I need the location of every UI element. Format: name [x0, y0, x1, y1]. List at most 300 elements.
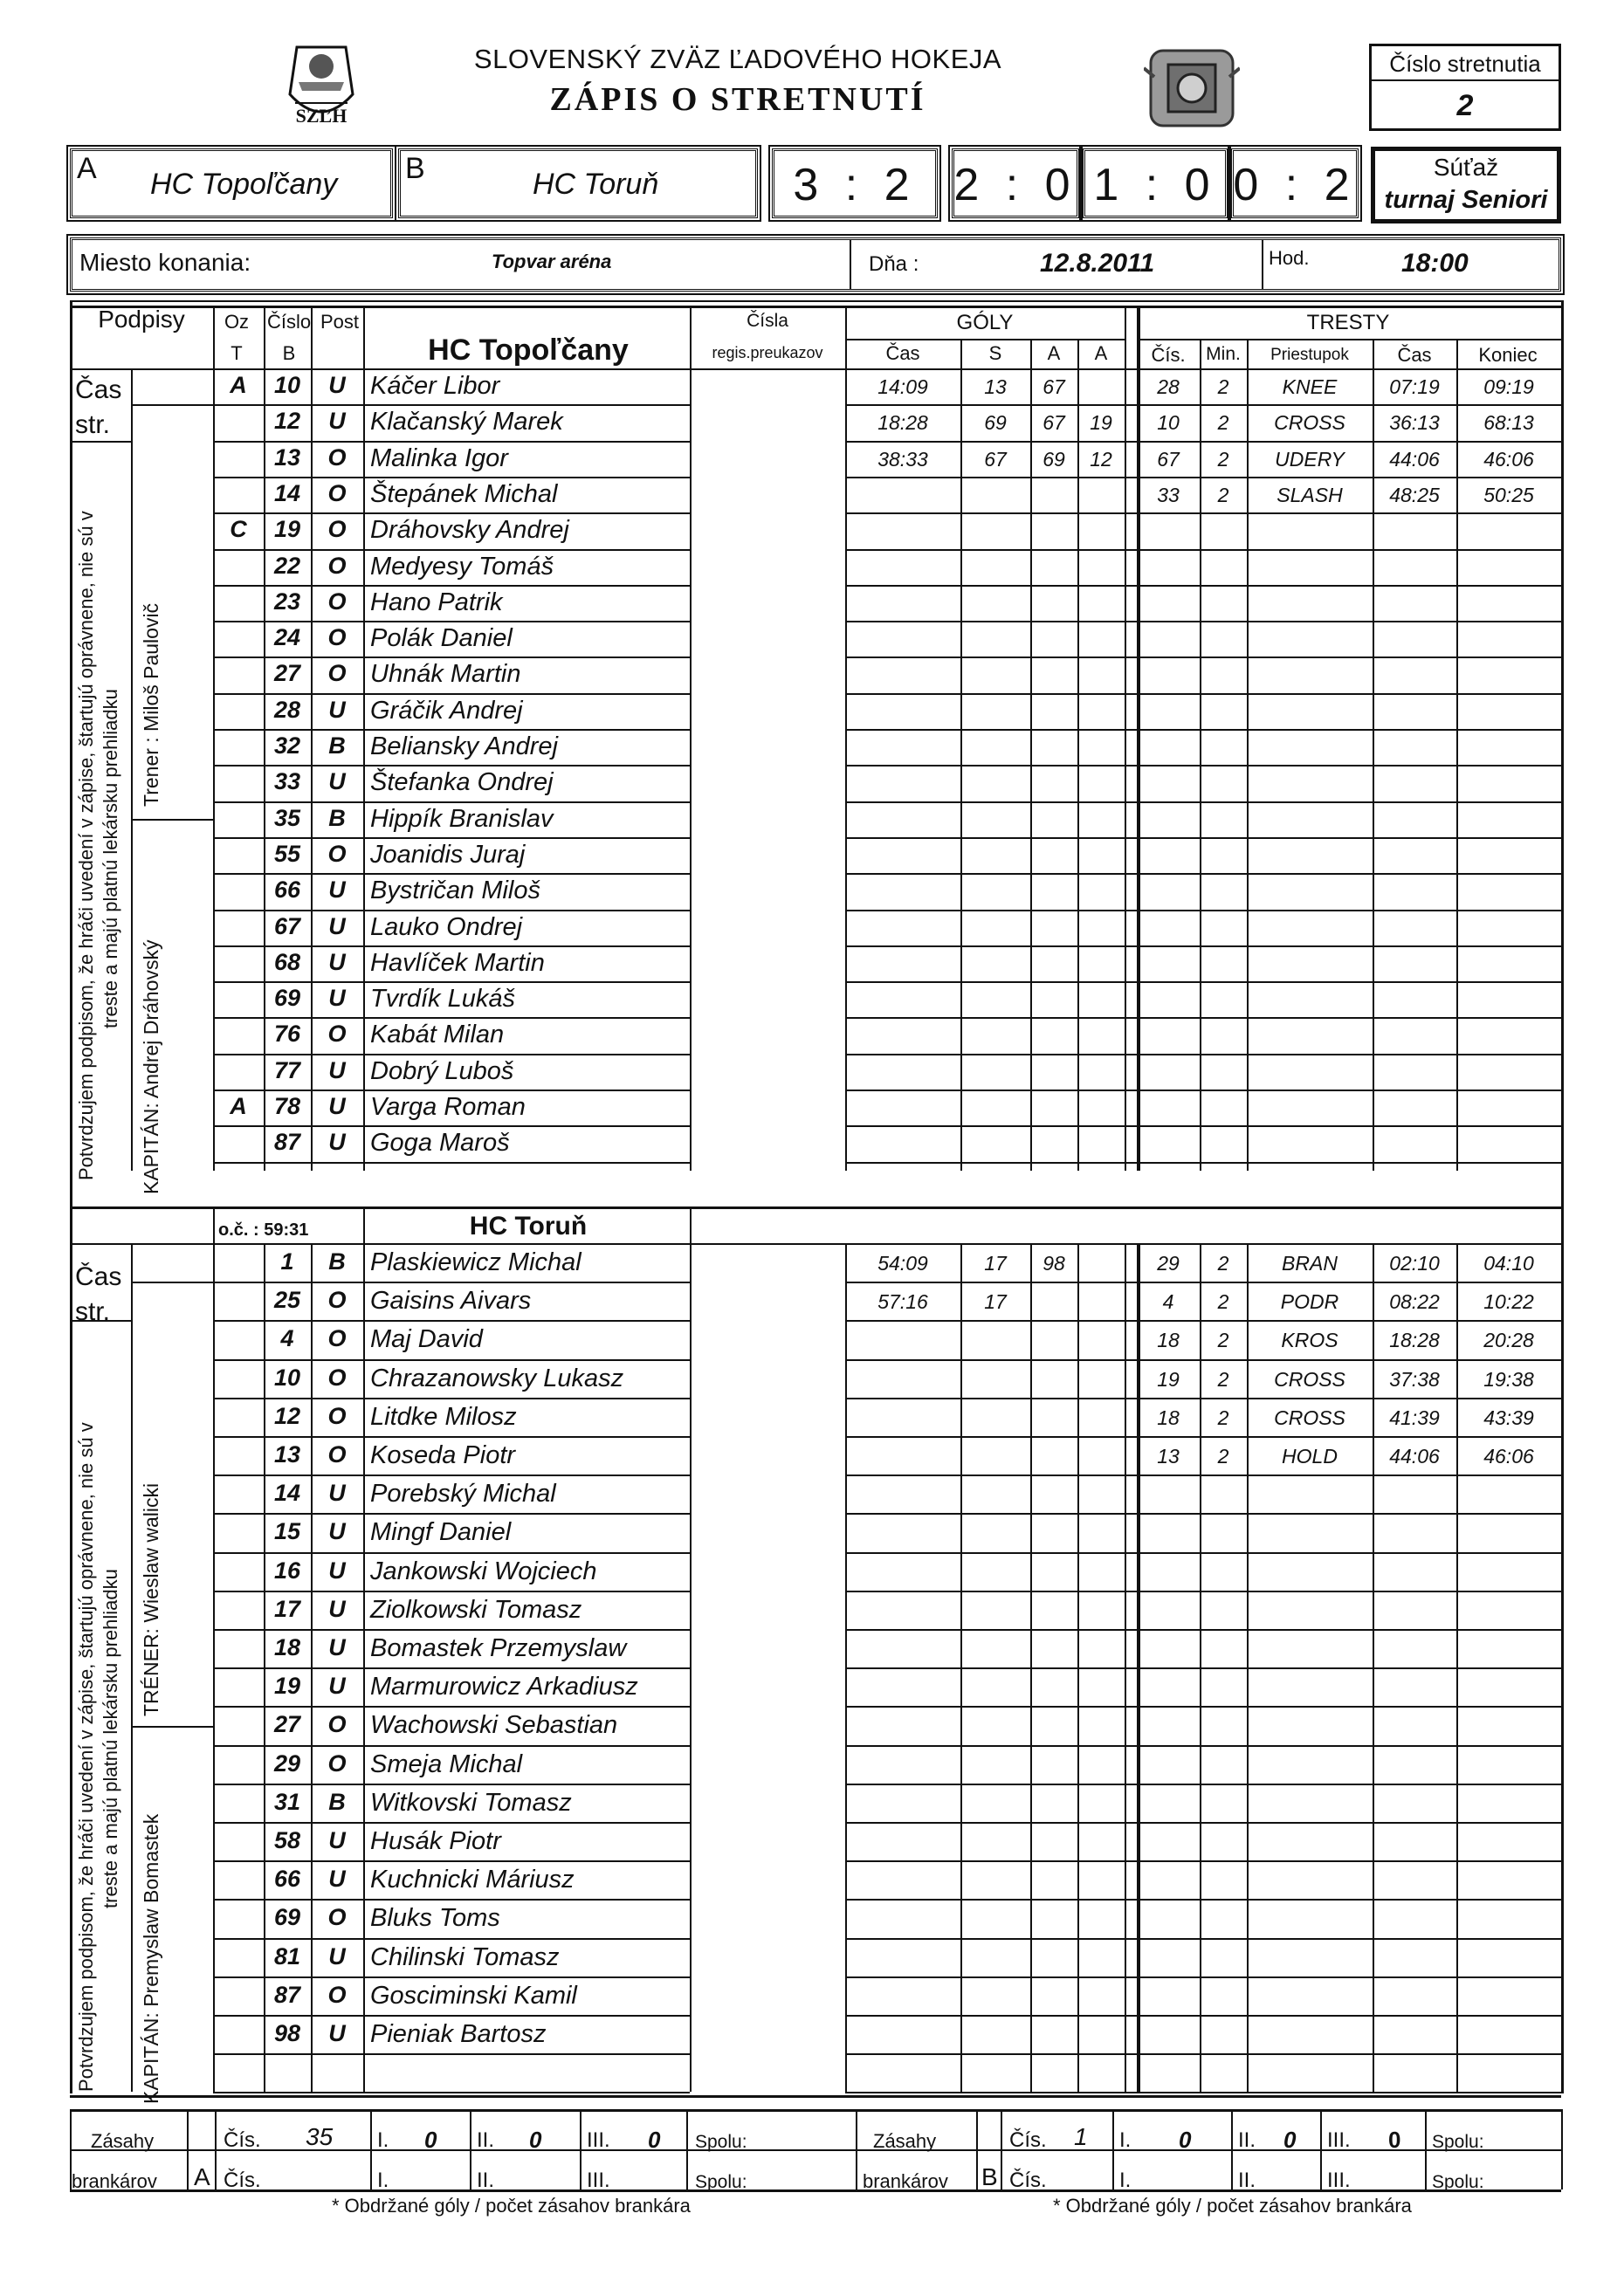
team-a-row-line — [213, 512, 690, 514]
saves-col — [1425, 2109, 1427, 2189]
saves-col — [686, 2109, 688, 2189]
saves-top — [70, 2109, 1561, 2112]
team-b-row-line-right — [845, 1591, 1561, 1592]
team-a-row-line-right — [845, 765, 1561, 766]
saves-col — [1112, 2109, 1114, 2189]
team-b-row-line — [213, 1745, 690, 1747]
team-b-player-name: Gaisins Aivars — [370, 1287, 532, 1316]
team-b-penalty-offense: CROSS — [1274, 1367, 1345, 1391]
team-b-str-label: str. — [75, 1297, 111, 1326]
team-b-row-line — [213, 1784, 690, 1785]
org-name: SLOVENSKÝ ZVÄZ ĽADOVÉHO HOKEJA — [473, 44, 1002, 74]
saves-col — [1001, 2109, 1002, 2189]
team-b-row-line-right — [845, 1359, 1561, 1361]
saves-col — [187, 2109, 189, 2189]
team-b-penalty-time: 02:10 — [1389, 1252, 1440, 1275]
team-b-player-name: Smeja Michal — [370, 1749, 523, 1778]
time-label: Hod. — [1269, 247, 1310, 269]
team-a-penalty-end: 68:13 — [1483, 411, 1534, 435]
team-a-goal-scorer: 69 — [984, 411, 1007, 435]
position-header: Post — [320, 311, 360, 333]
team-a-row-line — [213, 1090, 690, 1091]
saves-col — [580, 2109, 581, 2189]
team-b-player-number: 19 — [273, 1673, 301, 1700]
period1-score: 2 : 0 — [953, 160, 1077, 210]
team-b-row-line-right — [845, 1398, 1561, 1399]
saves-a-cis: 35 — [306, 2123, 334, 2150]
team-a-row-line-right — [845, 910, 1561, 911]
team-a-player-name: Uhnák Martin — [370, 660, 521, 689]
team-b-row-line — [213, 1706, 690, 1708]
team-a-player-position: B — [328, 804, 346, 831]
team-a-goal-assist1: 69 — [1043, 447, 1065, 471]
team-a-row-line-right — [845, 585, 1561, 587]
team-a-row-line — [213, 910, 690, 911]
saves-a-cis-label-1: Čís. — [224, 2128, 261, 2152]
saves-col — [215, 2109, 217, 2189]
team-b-penalty-end: 10:22 — [1483, 1290, 1534, 1314]
team-b-row-line — [213, 2015, 690, 2017]
team-b-player-name: Husák Piotr — [370, 1827, 501, 1855]
team-a-row-line — [213, 1125, 690, 1127]
team-b-player-number: 87 — [273, 1981, 301, 2008]
goal-scorer-header: S — [988, 342, 1002, 364]
team-a-penalty-end: 50:25 — [1483, 483, 1534, 506]
team-a-str-label: str. — [75, 410, 111, 439]
period2-score: 1 : 0 — [1093, 160, 1217, 210]
goals-header: GÓLY — [956, 311, 1014, 334]
team-b-coach-column — [131, 1320, 133, 2092]
team-a-row-line — [213, 945, 690, 947]
team-b-goal-scorer: 17 — [984, 1290, 1007, 1314]
number-header: Číslo — [266, 311, 312, 333]
saves-b-cis-label-1: Čís. — [1009, 2128, 1047, 2152]
saves-b-p2-label-2: II. — [1238, 2169, 1256, 2192]
team-a-player-position: U — [328, 1056, 346, 1083]
team-a-player-name: Káčer Libor — [370, 372, 500, 400]
team-b-player-position: O — [327, 1402, 347, 1429]
team-b-penalty-offense: KROS — [1281, 1329, 1338, 1352]
team-a-player-name: Štepánek Michal — [370, 479, 558, 508]
team-a-player-position: O — [327, 588, 347, 615]
team-b-penalty-offense: CROSS — [1274, 1406, 1345, 1429]
team-b-player-number: 98 — [273, 2020, 301, 2046]
team-b-player-position: O — [327, 1441, 347, 1468]
col-line-ga2 — [1125, 306, 1126, 1171]
team-b-player-name: Kuchnicki Máriusz — [370, 1866, 575, 1894]
team-a-row-line-right — [845, 656, 1561, 658]
team-a-row-line-right — [845, 477, 1561, 478]
team-a-cas-row — [131, 404, 213, 406]
team-b-player-number: 17 — [273, 1595, 301, 1622]
team-b-oc-label: o.č. : 59:31 — [218, 1220, 309, 1240]
team-a-time-label: Čas — [75, 375, 122, 404]
team-b-player-position: U — [328, 1518, 346, 1545]
team-b-coach: TRÉNER: Wieslaw walicki — [140, 1482, 162, 1716]
team-a-player-number: 69 — [273, 985, 301, 1012]
team-a-penalty-end: 46:06 — [1483, 447, 1534, 471]
team-a-row-line — [213, 1054, 690, 1055]
team-b-player-name: Chilinski Tomasz — [370, 1942, 560, 1971]
team-b-row-line-right — [845, 1475, 1561, 1476]
team-b-penalty-minutes: 2 — [1217, 1252, 1229, 1275]
saves-a-p3-label: III. — [587, 2128, 610, 2152]
team-b-row-line — [213, 1359, 690, 1361]
saves-b-cis-label-2: Čís. — [1009, 2169, 1047, 2192]
team-b-player-position: U — [328, 1673, 346, 1700]
team-b-row-line-right — [845, 1976, 1561, 1978]
registration-header-bottom: regis.preukazov — [712, 344, 823, 361]
logo-text: SZĽH — [295, 105, 348, 127]
team-b-player-name: Mingf Daniel — [370, 1518, 512, 1547]
team-a-row-line-right — [845, 981, 1561, 983]
saves-b-p3-label: III. — [1327, 2128, 1351, 2152]
team-a-row-line — [213, 873, 690, 875]
team-a-confirm-line1: Potvrdzujem podpisom, že hráči uvedení v zápise, štartujú oprávnene, nie sú v — [75, 511, 97, 1180]
goal-assist2-header: A — [1094, 342, 1108, 364]
saves-a-p1-label-2: I. — [377, 2169, 389, 2192]
goal-assist1-header: A — [1047, 342, 1061, 364]
team-a-penalty-time: 07:19 — [1389, 375, 1440, 398]
col-line-reg — [845, 306, 847, 1171]
team-a-row-line — [213, 729, 690, 731]
team-a-coach: Trener : Miloš Paulovič — [140, 602, 162, 807]
match-number-label: Číslo stretnutia — [1372, 46, 1559, 81]
team-b-player-number: 29 — [273, 1749, 301, 1777]
team-b-player-number: 12 — [273, 1402, 301, 1429]
team-b-row-line-right — [845, 2015, 1561, 2017]
team-a-player-number: 14 — [273, 479, 301, 506]
team-a-player-name: Beliansky Andrej — [370, 732, 558, 760]
team-a-player-position: O — [327, 1021, 347, 1048]
team-b-row-line — [213, 1591, 690, 1592]
team-a-player-number: 10 — [273, 372, 301, 398]
col-line-name — [690, 306, 692, 1171]
team-b-name: HC Toruň — [533, 168, 659, 201]
oz-header: Oz — [224, 311, 250, 333]
penalty-minutes-header: Min. — [1206, 344, 1241, 364]
saves-b-total-label: Spolu: — [1432, 2132, 1484, 2152]
team-a-player-name: Dráhovsky Andrej — [370, 516, 569, 545]
team-a-player-name: Polák Daniel — [370, 624, 513, 653]
team-a-row-line — [213, 693, 690, 695]
team-a-player-number: 28 — [273, 696, 301, 723]
team-a-coach-divider — [131, 819, 213, 821]
team-b-row-line — [213, 1629, 690, 1631]
venue-label: Miesto konania: — [79, 249, 251, 276]
team-b-row-line-right — [845, 1745, 1561, 1747]
team-a-player-position: U — [328, 948, 346, 975]
team-b-player-position: U — [328, 1634, 346, 1660]
team-b-player-name: Litdke Milosz — [370, 1402, 517, 1431]
team-a-player-name: Medyesy Tomáš — [370, 552, 554, 581]
team-b-row-line-right — [845, 2092, 1561, 2093]
team-b-row-line — [213, 1976, 690, 1978]
footnote-a: * Obdržané góly / počet zásahov brankára — [332, 2195, 691, 2217]
team-a-penalty-time: 44:06 — [1389, 447, 1440, 471]
team-a-player-name: Štefanka Ondrej — [370, 768, 554, 797]
team-b-penalty-minutes: 2 — [1217, 1406, 1229, 1429]
team-b-goal-time: 57:16 — [877, 1290, 928, 1314]
team-a-penalty-time: 48:25 — [1389, 483, 1440, 506]
team-b-player-number: 14 — [273, 1480, 301, 1507]
team-b-row-line — [213, 1822, 690, 1824]
saves-b-p3: 0 — [1388, 2127, 1401, 2153]
team-a-row-line-right — [845, 1125, 1561, 1127]
b-header: B — [282, 342, 296, 364]
team-a-row-line — [213, 765, 690, 766]
team-b-time-label: Čas — [75, 1262, 122, 1291]
team-b-row-line-right — [845, 1629, 1561, 1631]
team-b-penalty-time: 08:22 — [1389, 1290, 1440, 1314]
team-b-player-position: O — [327, 1711, 347, 1738]
team-a-player-position: U — [328, 696, 346, 723]
team-a-player-name: Hano Patrik — [370, 588, 503, 616]
team-b-player-number: 58 — [273, 1827, 301, 1853]
team-b-penalty-time: 18:28 — [1389, 1329, 1440, 1352]
team-a-player-position: U — [328, 985, 346, 1012]
team-b-row-line — [213, 2092, 690, 2093]
team-a-row-line-right — [845, 1017, 1561, 1019]
team-b-player-position: U — [328, 1480, 346, 1507]
team-b-penalty-number: 18 — [1157, 1329, 1180, 1352]
team-a-player-name: Joanidis Juraj — [370, 840, 526, 869]
saves-a-p3-label-2: III. — [587, 2169, 610, 2192]
saves-a-p2: 0 — [529, 2127, 542, 2153]
team-a-row-line — [213, 549, 690, 551]
team-b-player-position: U — [328, 2020, 346, 2046]
table-top-border-outer — [70, 300, 1561, 302]
team-a-player-number: 87 — [273, 1129, 301, 1156]
team-b-penalty-time: 41:39 — [1389, 1406, 1440, 1429]
saves-col — [856, 2109, 857, 2189]
team-a-player-number: 33 — [273, 768, 301, 795]
team-b-row-line — [213, 1475, 690, 1476]
team-a-table-name: HC Topoľčany — [428, 333, 629, 367]
team-b-row-line — [213, 1282, 690, 1283]
team-a-player-name: Goga Maroš — [370, 1129, 510, 1158]
team-b-header-col-1 — [213, 1206, 215, 1243]
team-a-player-name: Kabát Milan — [370, 1021, 505, 1049]
table-bottom-border — [70, 2095, 1561, 2098]
team-b-goal-scorer: 17 — [984, 1252, 1007, 1275]
team-b-row-line — [213, 1667, 690, 1669]
team-b-player-name: Porebský Michal — [370, 1480, 556, 1509]
team-b-player-position: O — [327, 1904, 347, 1931]
team-a-player-number: 27 — [273, 660, 301, 687]
team-a-row-line — [213, 1162, 690, 1164]
saves-b-p2: 0 — [1283, 2127, 1297, 2153]
col-line-sig — [213, 306, 215, 1171]
table-right-border — [1561, 300, 1564, 2093]
saves-team-a-letter: A — [194, 2163, 210, 2190]
team-a-letter: A — [77, 152, 97, 185]
team-b-player-position: U — [328, 1595, 346, 1622]
saves-a-p1-label: I. — [377, 2128, 389, 2152]
team-a-player-name: Lauko Ondrej — [370, 912, 523, 941]
col-line-pos — [363, 306, 365, 1171]
team-a-penalty-offense: UDERY — [1275, 447, 1345, 471]
team-a-player-position: O — [327, 660, 347, 687]
team-a-player-name: Varga Roman — [370, 1093, 526, 1121]
team-b-player-number: 25 — [273, 1287, 301, 1314]
team-a-penalty-minutes: 2 — [1217, 411, 1229, 435]
t-header: T — [231, 342, 243, 364]
team-a-name: HC Topoľčany — [150, 168, 338, 201]
team-a-player-position: U — [328, 912, 346, 939]
team-b-coach-divider — [131, 1726, 213, 1728]
team-b-row-line-right — [845, 2053, 1561, 2055]
saves-a-p2-label: II. — [477, 2128, 495, 2152]
team-b-penalty-minutes: 2 — [1217, 1290, 1229, 1314]
team-a-player-name: Dobrý Luboš — [370, 1056, 514, 1085]
team-a-player-oz: C — [230, 516, 247, 543]
team-b-row-line-right — [845, 1899, 1561, 1901]
penalty-end-header: Koniec — [1478, 344, 1538, 366]
team-b-row-line — [213, 1398, 690, 1399]
col-line-b-name — [690, 1243, 692, 2092]
team-a-row-line-right — [845, 693, 1561, 695]
team-a-row-line-right — [845, 1162, 1561, 1164]
team-b-penalty-end: 19:38 — [1483, 1367, 1534, 1391]
team-a-player-number: 23 — [273, 588, 301, 615]
team-a-player-number: 77 — [273, 1056, 301, 1083]
team-a-goal-scorer: 67 — [984, 447, 1007, 471]
saves-b-cis: 1 — [1074, 2123, 1088, 2150]
team-b-row-line-right — [845, 1938, 1561, 1940]
team-b-player-position: O — [327, 1749, 347, 1777]
team-b-penalty-number: 18 — [1157, 1406, 1180, 1429]
team-a-player-name: Hippík Branislav — [370, 804, 554, 833]
signatures-header: Podpisy — [98, 306, 185, 333]
team-a-goal-assist2: 12 — [1090, 447, 1112, 471]
table-left-border — [70, 300, 72, 2093]
saves-b-label-1: Zásahy — [873, 2130, 937, 2152]
footnote-b: * Obdržané góly / počet zásahov brankára — [1053, 2195, 1412, 2217]
team-a-player-number: 22 — [273, 552, 301, 579]
team-b-player-number: 81 — [273, 1942, 301, 1969]
team-b-player-name: Wachowski Sebastian — [370, 1711, 618, 1740]
time: 18:00 — [1401, 249, 1469, 278]
saves-label-1: Zásahy — [91, 2130, 155, 2152]
team-b-row-line — [213, 1552, 690, 1554]
penalty-offense-header: Priestupok — [1270, 346, 1349, 364]
team-b-player-position: O — [327, 1364, 347, 1391]
team-a-player-number: 67 — [273, 912, 301, 939]
team-a-penalty-minutes: 2 — [1217, 483, 1229, 506]
team-a-row-line — [213, 621, 690, 622]
team-a-penalty-minutes: 2 — [1217, 375, 1229, 398]
team-b-penalty-number: 13 — [1157, 1445, 1180, 1468]
team-a-penalty-offense: KNEE — [1282, 375, 1338, 398]
team-a-row-line — [213, 837, 690, 839]
team-a-penalty-time: 36:13 — [1389, 411, 1440, 435]
team-b-table-name: HC Toruň — [469, 1212, 588, 1241]
team-a-row-line — [213, 801, 690, 803]
team-a-goal-time: 18:28 — [877, 411, 928, 435]
table-top-border — [70, 306, 1561, 308]
team-b-player-position: O — [327, 1287, 347, 1314]
team-b-letter: B — [405, 152, 425, 185]
team-a-player-number: 19 — [273, 516, 301, 543]
saves-col — [1231, 2109, 1233, 2189]
saves-col — [1320, 2109, 1322, 2189]
team-a-player-oz: A — [230, 372, 247, 398]
document-title: ZÁPIS O STRETNUTÍ — [549, 81, 926, 118]
saves-a-total-label-2: Spolu: — [695, 2172, 747, 2192]
team-b-player-name: Gosciminski Kamil — [370, 1981, 577, 2010]
team-a-row-line — [213, 441, 690, 443]
team-a-player-name: Malinka Igor — [370, 443, 508, 472]
team-b-penalty-number: 4 — [1162, 1290, 1174, 1314]
team-a-goal-time: 14:09 — [877, 375, 928, 398]
team-a-confirm-line2: treste a majú platnú lekársku prehliadku — [100, 689, 121, 1028]
team-a-player-position: O — [327, 479, 347, 506]
team-a-goal-scorer: 13 — [984, 375, 1007, 398]
team-b-player-name: Chrazanowsky Lukasz — [370, 1364, 624, 1392]
competition: turnaj Seniori — [1384, 186, 1548, 214]
team-b-row-line-right — [845, 1667, 1561, 1669]
team-b-header-top — [70, 1206, 1561, 1209]
team-b-player-number: 15 — [273, 1518, 301, 1545]
team-b-player-position: B — [328, 1788, 346, 1815]
saves-b-p2-label: II. — [1238, 2128, 1256, 2152]
team-a-row-line — [213, 477, 690, 478]
team-b-player-number: 66 — [273, 1866, 301, 1893]
team-b-penalty-minutes: 2 — [1217, 1367, 1229, 1391]
team-b-row-line-right — [845, 1860, 1561, 1862]
team-a-player-number: 32 — [273, 732, 301, 759]
period3-score: 0 : 2 — [1233, 160, 1357, 210]
team-b-row-line — [213, 1436, 690, 1438]
team-a-goal-time: 38:33 — [877, 447, 928, 471]
team-b-player-number: 1 — [280, 1248, 294, 1275]
team-a-player-position: U — [328, 1093, 346, 1119]
team-b-penalty-minutes: 2 — [1217, 1445, 1229, 1468]
team-a-goal-assist1: 67 — [1043, 411, 1065, 435]
saves-a-p3: 0 — [648, 2127, 661, 2153]
team-a-row-line-right — [845, 621, 1561, 622]
team-b-penalty-time: 37:38 — [1389, 1367, 1440, 1391]
team-b-row-line-right — [845, 1706, 1561, 1708]
team-a-player-position: O — [327, 443, 347, 471]
team-b-player-name: Marmurowicz Arkadiusz — [370, 1673, 638, 1701]
team-a-row-line-right — [845, 1090, 1561, 1091]
team-a-row-line-right — [845, 1054, 1561, 1055]
team-b-row-line-right — [845, 1436, 1561, 1438]
saves-b-p3-label-2: III. — [1327, 2169, 1351, 2192]
team-a-goal-assist1: 67 — [1043, 375, 1065, 398]
team-a-player-number: 12 — [273, 408, 301, 435]
team-a-str-line — [70, 441, 131, 443]
team-b-goal-time: 54:09 — [877, 1252, 928, 1275]
team-b-row-line — [213, 1899, 690, 1901]
team-a-penalty-offense: CROSS — [1274, 411, 1345, 435]
team-b-header-bottom — [70, 1243, 1561, 1245]
team-b-row-line-right — [845, 1513, 1561, 1515]
team-b-row-line-right — [845, 1282, 1561, 1283]
saves-b-p1-label: I. — [1119, 2128, 1132, 2152]
team-b-player-position: U — [328, 1942, 346, 1969]
team-b-player-name: Jankowski Wojciech — [370, 1557, 597, 1585]
team-a-player-oz: A — [230, 1093, 247, 1119]
team-b-player-name: Ziolkowski Tomasz — [370, 1595, 582, 1624]
team-b-player-name: Maj David — [370, 1325, 483, 1354]
team-b-row-line — [213, 1320, 690, 1322]
team-a-player-number: 24 — [273, 624, 301, 651]
team-b-player-number: 16 — [273, 1557, 301, 1584]
team-a-captain: KAPITÁN: Andrej Dráhovský — [140, 939, 162, 1194]
